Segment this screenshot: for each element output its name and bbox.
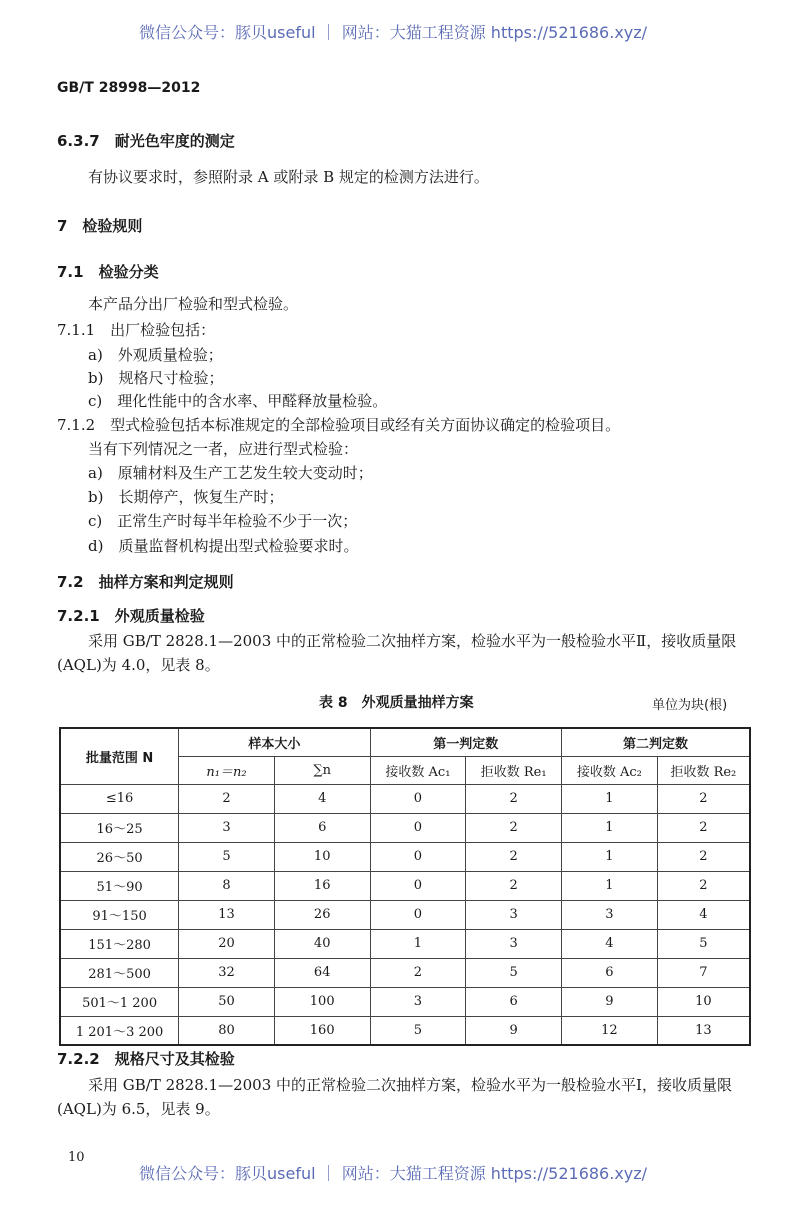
cell-n1-n2: 50 <box>179 987 275 1016</box>
cell-ac2: 1 <box>562 871 658 900</box>
cell-re2: 7 <box>657 958 750 987</box>
table-row <box>60 1016 750 1045</box>
cell-n1-n2: 13 <box>179 900 275 929</box>
cell-sum-n: 64 <box>274 958 370 987</box>
cell-re1: 9 <box>466 1016 562 1045</box>
cell-ac1: 0 <box>370 900 466 929</box>
section-7-2-2-heading: 7.2.2 规格尺寸及其检验 <box>57 1050 235 1068</box>
cell-re1: 2 <box>466 871 562 900</box>
section-7-heading: 7 检验规则 <box>57 217 143 235</box>
table-row <box>60 987 750 1016</box>
cell-n1-n2: 80 <box>179 1016 275 1045</box>
section-7-2-1-text: 采用 GB/T 2828.1—2003 中的正常检验二次抽样方案，检验水平为一般检验水平Ⅱ，接收质量限 <box>88 632 737 650</box>
list-item: b) 规格尺寸检验； <box>88 369 224 387</box>
table-row <box>60 842 750 871</box>
header-ac1: 接收数 Ac₁ <box>370 756 466 784</box>
cell-batch-range: ≤16 <box>60 784 179 813</box>
header-batch-range: 批量范围 N <box>60 728 179 784</box>
table-caption: 表 8 外观质量抽样方案 <box>319 695 474 711</box>
list-item: c) 理化性能中的含水率、甲醛释放量检验。 <box>88 392 388 410</box>
cell-n1-n2: 20 <box>179 929 275 958</box>
cell-ac1: 5 <box>370 1016 466 1045</box>
cell-ac1: 0 <box>370 784 466 813</box>
section-6-3-7-text: 有协议要求时，参照附录 A 或附录 B 规定的检测方法进行。 <box>88 168 489 186</box>
cell-ac1: 3 <box>370 987 466 1016</box>
cell-re2: 13 <box>657 1016 750 1045</box>
section-7-1-2: 7.1.2 型式检验包括本标准规定的全部检验项目或经有关方面协议确定的检验项目。 <box>57 416 621 434</box>
header-sum-n: ∑n <box>274 756 370 784</box>
table-row <box>60 958 750 987</box>
cell-ac1: 1 <box>370 929 466 958</box>
cell-ac2: 9 <box>562 987 658 1016</box>
cell-ac2: 4 <box>562 929 658 958</box>
cell-re2: 5 <box>657 929 750 958</box>
list-item: a) 外观质量检验； <box>88 346 223 364</box>
cell-n1-n2: 5 <box>179 842 275 871</box>
cell-batch-range: 26～50 <box>60 842 179 871</box>
table-unit: 单位为块(根) <box>652 698 728 713</box>
header-ac2: 接收数 Ac₂ <box>562 756 658 784</box>
list-item: b) 长期停产，恢复生产时； <box>88 488 284 506</box>
cell-n1-n2: 8 <box>179 871 275 900</box>
cell-ac2: 6 <box>562 958 658 987</box>
cell-re2: 2 <box>657 784 750 813</box>
cell-re1: 2 <box>466 813 562 842</box>
section-7-2-2-text: 采用 GB/T 2828.1—2003 中的正常检验二次抽样方案，检验水平为一般检验水平Ⅰ，接收质量限 <box>88 1076 732 1094</box>
header-n1-n2: n₁＝n₂ <box>179 756 275 784</box>
table-row <box>60 929 750 958</box>
cell-re2: 4 <box>657 900 750 929</box>
table-row <box>60 813 750 842</box>
cell-re1: 6 <box>466 987 562 1016</box>
section-7-1-1: 7.1.1 出厂检验包括： <box>57 321 216 339</box>
cell-sum-n: 26 <box>274 900 370 929</box>
cell-ac2: 1 <box>562 813 658 842</box>
cell-sum-n: 4 <box>274 784 370 813</box>
cell-sum-n: 100 <box>274 987 370 1016</box>
list-item: d) 质量监督机构提出型式检验要求时。 <box>88 537 359 555</box>
cell-ac1: 0 <box>370 813 466 842</box>
section-7-2-heading: 7.2 抽样方案和判定规则 <box>57 573 234 591</box>
cell-sum-n: 16 <box>274 871 370 900</box>
cell-ac2: 1 <box>562 784 658 813</box>
header-re1: 拒收数 Re₁ <box>466 756 562 784</box>
table-row <box>60 900 750 929</box>
cell-batch-range: 281～500 <box>60 958 179 987</box>
cell-re1: 3 <box>466 929 562 958</box>
cell-batch-range: 501～1 200 <box>60 987 179 1016</box>
cell-batch-range: 91～150 <box>60 900 179 929</box>
cell-ac2: 1 <box>562 842 658 871</box>
cell-sum-n: 160 <box>274 1016 370 1045</box>
cell-n1-n2: 2 <box>179 784 275 813</box>
sampling-table <box>59 727 751 1046</box>
section-7-2-1-heading: 7.2.1 外观质量检验 <box>57 607 205 625</box>
header-sample-size: 样本大小 <box>179 728 370 756</box>
cell-ac2: 3 <box>562 900 658 929</box>
cell-ac1: 0 <box>370 842 466 871</box>
page-number: 10 <box>68 1150 85 1165</box>
cell-n1-n2: 32 <box>179 958 275 987</box>
cell-batch-range: 16～25 <box>60 813 179 842</box>
cell-re1: 3 <box>466 900 562 929</box>
cell-batch-range: 1 201～3 200 <box>60 1016 179 1045</box>
cell-re2: 2 <box>657 842 750 871</box>
cell-batch-range: 51～90 <box>60 871 179 900</box>
section-7-2-1-text-cont: (AQL)为 4.0，见表 8。 <box>57 656 220 674</box>
header-re2: 拒收数 Re₂ <box>657 756 750 784</box>
header-first-judgment: 第一判定数 <box>370 728 561 756</box>
cell-sum-n: 10 <box>274 842 370 871</box>
watermark-bottom: 微信公众号：豚贝useful ｜ 网站：大猫工程资源 https://521686.xyz/ <box>139 1164 648 1183</box>
section-7-1-intro: 本产品分出厂检验和型式检验。 <box>88 295 299 313</box>
cell-re2: 10 <box>657 987 750 1016</box>
section-7-1-2-intro: 当有下列情况之一者，应进行型式检验： <box>88 440 359 458</box>
cell-batch-range: 151～280 <box>60 929 179 958</box>
cell-re2: 2 <box>657 871 750 900</box>
cell-ac1: 0 <box>370 871 466 900</box>
list-item: c) 正常生产时每半年检验不少于一次； <box>88 512 358 530</box>
table-row <box>60 784 750 813</box>
cell-re1: 2 <box>466 784 562 813</box>
header-second-judgment: 第二判定数 <box>562 728 751 756</box>
cell-re1: 2 <box>466 842 562 871</box>
cell-sum-n: 40 <box>274 929 370 958</box>
cell-re2: 2 <box>657 813 750 842</box>
cell-re1: 5 <box>466 958 562 987</box>
section-6-3-7-heading: 6.3.7 耐光色牢度的测定 <box>57 132 235 150</box>
cell-ac2: 12 <box>562 1016 658 1045</box>
list-item: a) 原辅材料及生产工艺发生较大变动时； <box>88 464 373 482</box>
section-7-1-heading: 7.1 检验分类 <box>57 263 159 281</box>
section-7-2-2-text-cont: (AQL)为 6.5，见表 9。 <box>57 1100 220 1118</box>
table-row <box>60 871 750 900</box>
cell-n1-n2: 3 <box>179 813 275 842</box>
watermark-top: 微信公众号：豚贝useful ｜ 网站：大猫工程资源 https://521686.xyz/ <box>139 23 648 42</box>
standard-id: GB/T 28998—2012 <box>57 80 201 96</box>
cell-sum-n: 6 <box>274 813 370 842</box>
cell-ac1: 2 <box>370 958 466 987</box>
